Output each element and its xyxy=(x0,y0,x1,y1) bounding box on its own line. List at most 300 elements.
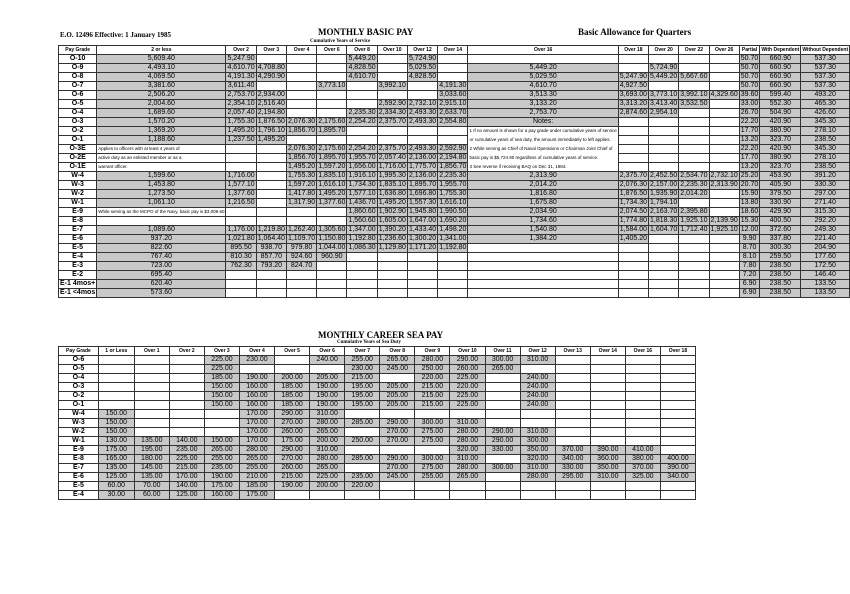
pay-cell xyxy=(407,289,437,298)
pay-cell: 265.00 xyxy=(204,446,239,455)
pay-cell: 1,577.10 xyxy=(348,190,376,197)
pay-cell xyxy=(438,64,468,73)
table-row xyxy=(59,226,850,235)
pay-cell xyxy=(347,253,377,262)
pay-cell xyxy=(485,455,520,464)
pay-cell: 1,064.40 xyxy=(257,235,285,242)
pay-cell: 1,794.10 xyxy=(650,199,678,206)
pay-cell: 5,029.50 xyxy=(408,64,437,71)
pay-cell xyxy=(415,410,450,419)
pay-cell xyxy=(590,428,625,437)
pay-cell xyxy=(660,410,695,419)
pay-cell: 1,086.30 xyxy=(348,244,376,251)
pay-cell: 1,417.80 xyxy=(287,190,316,197)
pay-cell: 270.00 xyxy=(380,464,415,473)
pay-cell xyxy=(377,91,407,100)
pay-cell: 1,945.80 xyxy=(408,208,437,215)
pay-cell xyxy=(286,82,316,91)
pay-cell: 340.00 xyxy=(660,473,695,482)
pay-cell: 146.40 xyxy=(801,271,850,280)
pay-cell: 2,506.20 xyxy=(97,91,226,100)
pay-cell: 3,532.50 xyxy=(680,100,708,107)
pay-cell xyxy=(679,154,709,163)
pay-cell: 278.10 xyxy=(801,127,850,136)
pay-cell: 2,175.60 xyxy=(318,145,346,152)
pay-cell xyxy=(275,365,310,374)
pay-cell: 822.60 xyxy=(97,244,226,253)
footnote: 3 See reverse if receiving BAQ on Dec 31, 1984. xyxy=(468,163,618,172)
pay-cell: 235.00 xyxy=(169,446,204,455)
pay-cell: 175.00 xyxy=(239,491,274,500)
pay-cell: 300.00 xyxy=(520,437,555,446)
pay-cell xyxy=(520,410,555,419)
table-row xyxy=(59,127,850,136)
pay-cell xyxy=(520,419,555,428)
pay-cell: 1,835.10 xyxy=(378,181,406,188)
pay-cell: 6.90 xyxy=(739,289,760,298)
pay-cell: 275.00 xyxy=(415,437,450,446)
pay-cell xyxy=(345,446,380,455)
pay-cell: 1,876.50 xyxy=(257,118,285,125)
career-col-header: Over 14 xyxy=(590,347,625,356)
pay-cell xyxy=(625,491,660,500)
pay-cell xyxy=(438,262,468,271)
pay-cell xyxy=(169,410,204,419)
pay-cell xyxy=(134,401,169,410)
basic-col-header: Over 6 xyxy=(317,46,347,55)
pay-cell: 345.30 xyxy=(801,118,850,127)
pay-cell: 660.90 xyxy=(760,64,801,73)
pay-cell xyxy=(347,271,377,280)
pay-cell xyxy=(415,491,450,500)
pay-cell: 1,616.10 xyxy=(318,181,346,188)
pay-cell: 240.00 xyxy=(520,401,555,410)
pay-cell: 4,828.50 xyxy=(408,73,437,80)
pay-cell: 255.00 xyxy=(204,455,239,464)
pay-cell xyxy=(317,280,347,289)
pay-grade-cell: O-5 xyxy=(59,365,99,374)
pay-cell xyxy=(649,289,679,298)
pay-cell xyxy=(709,253,739,262)
pay-cell: 4,708.80 xyxy=(257,64,285,71)
pay-cell: 310.00 xyxy=(520,464,555,473)
basic-pay-title: MONTHLY BASIC PAY xyxy=(318,27,414,37)
pay-cell xyxy=(407,136,437,145)
pay-cell xyxy=(407,262,437,271)
pay-cell xyxy=(169,401,204,410)
pay-cell: 190.00 xyxy=(310,383,345,392)
pay-cell xyxy=(625,428,660,437)
pay-cell: 2,175.60 xyxy=(318,118,346,125)
pay-cell: 238.50 xyxy=(760,289,801,298)
pay-cell: 195.00 xyxy=(134,446,169,455)
pay-cell: 160.00 xyxy=(204,491,239,500)
pay-cell xyxy=(679,235,709,244)
pay-cell: 177.60 xyxy=(801,253,850,262)
pay-cell xyxy=(485,374,520,383)
pay-grade-cell: E-2 xyxy=(59,271,97,280)
table-row xyxy=(59,118,850,127)
career-col-header: Over 10 xyxy=(450,347,485,356)
pay-cell: 1,377.60 xyxy=(318,199,346,206)
basic-col-header: Over 20 xyxy=(649,46,679,55)
pay-cell: 200.00 xyxy=(310,482,345,491)
pay-cell: 5,724.90 xyxy=(408,55,437,62)
pay-grade-cell: W-2 xyxy=(59,428,99,437)
pay-grade-cell: E-4 xyxy=(59,491,99,500)
pay-cell: 225.00 xyxy=(450,374,485,383)
pay-cell: 537.30 xyxy=(801,73,850,82)
pay-cell: 465.30 xyxy=(801,100,850,109)
table-row xyxy=(59,473,696,482)
career-col-header: Over 4 xyxy=(239,347,274,356)
pay-cell: 599.40 xyxy=(760,91,801,100)
pay-cell: 1,755.30 xyxy=(227,118,255,125)
pay-cell: 1,755.30 xyxy=(439,190,467,197)
pay-cell xyxy=(709,82,739,91)
pay-cell: 1,109.70 xyxy=(287,235,316,242)
pay-cell: 6.90 xyxy=(739,280,760,289)
pay-cell: Notes: xyxy=(468,118,618,127)
pay-cell: 4,069.50 xyxy=(97,73,226,82)
pay-cell xyxy=(660,374,695,383)
pay-cell: 245.00 xyxy=(380,473,415,482)
pay-cell xyxy=(709,244,739,253)
pay-cell xyxy=(679,145,709,154)
pay-cell xyxy=(485,473,520,482)
table-row xyxy=(59,271,850,280)
table-row xyxy=(59,419,696,428)
pay-cell: 1,712.40 xyxy=(680,226,708,233)
pay-cell xyxy=(169,419,204,428)
pay-cell: active duty as an enlisted member or as a xyxy=(97,154,226,163)
pay-cell xyxy=(317,91,347,100)
pay-cell: 5,449.20 xyxy=(348,55,376,62)
pay-cell: 205.00 xyxy=(380,383,415,392)
table-row xyxy=(59,464,696,473)
pay-cell: 135.00 xyxy=(98,464,134,473)
pay-cell: 3,611.40 xyxy=(227,82,255,89)
pay-cell: 280.00 xyxy=(520,473,555,482)
pay-cell: 1,675.80 xyxy=(468,199,618,208)
pay-cell: 1,995.30 xyxy=(378,172,406,179)
pay-cell xyxy=(679,271,709,280)
basic-col-header: Over 26 xyxy=(709,46,739,55)
basic-col-header: Over 2 xyxy=(226,46,256,55)
pay-cell: 2,633.70 xyxy=(439,109,467,116)
pay-cell: 215.00 xyxy=(415,383,450,392)
pay-cell: 170.00 xyxy=(239,428,274,437)
pay-cell: 240.00 xyxy=(520,374,555,383)
career-col-header: Over 13 xyxy=(555,347,590,356)
pay-cell xyxy=(347,289,377,298)
pay-cell: 337.80 xyxy=(760,235,801,244)
pay-cell: 2,732.10 xyxy=(408,100,437,107)
pay-cell: 205.00 xyxy=(380,392,415,401)
pay-cell xyxy=(169,356,204,365)
pay-cell xyxy=(345,410,380,419)
pay-cell: 2,375.70 xyxy=(378,118,406,125)
pay-cell: 1,636.80 xyxy=(378,190,406,197)
pay-grade-cell: W-1 xyxy=(59,437,99,446)
pay-cell: 265.00 xyxy=(310,428,345,437)
pay-cell: 370.00 xyxy=(625,464,660,473)
pay-cell: 50.70 xyxy=(740,55,759,62)
pay-cell: 310.00 xyxy=(520,356,555,365)
pay-cell: 13.20 xyxy=(740,163,759,170)
table-row xyxy=(59,482,696,491)
pay-cell: 1,902.90 xyxy=(378,208,406,215)
pay-cell: 2,157.00 xyxy=(650,181,678,188)
pay-grade-cell: O-5 xyxy=(59,100,97,109)
pay-cell xyxy=(679,118,709,127)
pay-cell xyxy=(204,410,239,419)
pay-cell xyxy=(660,401,695,410)
pay-cell: 60.00 xyxy=(98,482,134,491)
pay-cell xyxy=(709,208,739,217)
pay-cell: 1,384.20 xyxy=(468,235,618,244)
pay-cell xyxy=(618,262,648,271)
pay-cell: 1,300.20 xyxy=(408,235,437,242)
pay-cell: 265.00 xyxy=(239,455,274,464)
pay-grade-cell: O-4 xyxy=(59,109,97,118)
pay-cell: 195.00 xyxy=(345,392,380,401)
pay-cell xyxy=(709,73,739,82)
pay-cell: 420.90 xyxy=(760,118,801,127)
pay-cell xyxy=(709,118,739,127)
pay-cell: 235.00 xyxy=(345,473,380,482)
pay-cell: 259.50 xyxy=(760,253,801,262)
pay-cell: 380.00 xyxy=(625,455,660,464)
career-col-header: Over 18 xyxy=(660,347,695,356)
pay-cell: 185.00 xyxy=(275,392,310,401)
pay-cell xyxy=(625,437,660,446)
pay-cell: 185.00 xyxy=(275,383,310,392)
pay-cell xyxy=(649,154,679,163)
pay-cell: 200.00 xyxy=(310,437,345,446)
footnote: basic pay is $5,724.90 regardless of cumulative years of service. xyxy=(468,154,618,163)
pay-cell xyxy=(407,91,437,100)
pay-grade-cell: O-3 xyxy=(59,383,99,392)
pay-cell: 133.50 xyxy=(801,280,850,289)
pay-cell: 2,076.30 xyxy=(287,145,316,152)
pay-cell xyxy=(660,428,695,437)
pay-cell: 280.00 xyxy=(239,446,274,455)
pay-grade-cell: O-2E xyxy=(59,154,97,163)
pay-cell xyxy=(625,392,660,401)
pay-cell: 938.70 xyxy=(256,244,286,253)
basic-pay-body xyxy=(59,55,850,298)
pay-cell xyxy=(345,491,380,500)
pay-cell xyxy=(256,172,286,181)
pay-cell xyxy=(679,262,709,271)
pay-cell: 5,449.20 xyxy=(468,64,618,73)
career-col-header: Over 6 xyxy=(310,347,345,356)
pay-cell xyxy=(520,365,555,374)
pay-cell: 960.90 xyxy=(317,253,347,262)
pay-cell: 5,609.40 xyxy=(97,55,226,64)
pay-cell xyxy=(226,280,256,289)
pay-cell xyxy=(256,154,286,163)
pay-cell: 1,916.10 xyxy=(348,172,376,179)
pay-cell: 240.00 xyxy=(520,383,555,392)
pay-cell: 323.70 xyxy=(760,163,801,172)
career-sea-pay-header-row xyxy=(59,347,696,356)
pay-cell xyxy=(649,253,679,262)
pay-cell: 2,874.60 xyxy=(619,109,648,116)
career-col-header: Over 16 xyxy=(625,347,660,356)
pay-cell: 330.30 xyxy=(801,181,850,190)
pay-cell xyxy=(618,154,648,163)
pay-cell: 2,139.90 xyxy=(710,217,738,224)
pay-cell xyxy=(679,64,709,73)
pay-cell: 1,860.60 xyxy=(348,208,376,215)
pay-grade-cell: E-7 xyxy=(59,464,99,473)
pay-cell xyxy=(468,280,618,289)
footnote: or cumulative years of sea duty, the amount immediately to left applies. xyxy=(468,136,618,145)
pay-cell xyxy=(618,136,648,145)
career-col-header: 1 or Less xyxy=(98,347,134,356)
basic-col-header: Over 10 xyxy=(377,46,407,55)
table-row xyxy=(59,100,850,109)
pay-cell: 2,493.30 xyxy=(408,145,437,152)
pay-cell: 17.70 xyxy=(740,154,759,161)
pay-cell: 390.00 xyxy=(660,464,695,473)
pay-cell: 1,895.70 xyxy=(408,181,437,188)
basic-col-header: Over 16 xyxy=(468,46,618,55)
pay-cell: 2,934.00 xyxy=(257,91,285,98)
pay-cell: 30.00 xyxy=(98,491,134,500)
pay-cell xyxy=(450,491,485,500)
basic-col-header: Over 8 xyxy=(347,46,377,55)
pay-cell xyxy=(256,271,286,280)
pay-cell xyxy=(134,428,169,437)
pay-cell: 265.00 xyxy=(485,365,520,374)
pay-cell xyxy=(286,136,316,145)
basic-col-header: Over 3 xyxy=(256,46,286,55)
pay-cell: 2,074.50 xyxy=(619,208,648,215)
pay-cell xyxy=(317,73,347,82)
pay-cell: 1,560.60 xyxy=(348,217,376,224)
pay-cell xyxy=(98,356,134,365)
pay-cell xyxy=(169,383,204,392)
pay-cell: 1,192.80 xyxy=(348,235,376,242)
table-row xyxy=(59,262,850,271)
pay-cell: 215.00 xyxy=(169,464,204,473)
pay-cell: 1,273.50 xyxy=(97,190,226,199)
pay-cell xyxy=(256,199,286,208)
pay-cell: 39.60 xyxy=(740,91,759,98)
pay-cell xyxy=(438,253,468,262)
pay-cell xyxy=(660,491,695,500)
pay-cell: 660.90 xyxy=(760,55,801,64)
pay-cell: 453.90 xyxy=(760,172,801,181)
pay-cell: 290.00 xyxy=(485,428,520,437)
pay-cell xyxy=(256,145,286,154)
pay-cell: 185.00 xyxy=(204,374,239,383)
pay-cell: 290.00 xyxy=(380,455,415,464)
pay-cell: 280.00 xyxy=(450,464,485,473)
pay-cell: 271.40 xyxy=(801,199,850,208)
pay-cell xyxy=(450,482,485,491)
pay-cell: 2,354.10 xyxy=(227,100,255,107)
pay-cell: 280.00 xyxy=(450,437,485,446)
pay-cell: 4,828.50 xyxy=(348,64,376,71)
pay-cell: 3,992.10 xyxy=(378,82,406,89)
pay-cell: 150.00 xyxy=(204,392,239,401)
pay-cell xyxy=(618,271,648,280)
pay-cell: 400.00 xyxy=(660,455,695,464)
pay-cell xyxy=(98,374,134,383)
pay-cell xyxy=(377,262,407,271)
pay-cell: 537.30 xyxy=(801,82,850,91)
pay-cell: 1,734.30 xyxy=(348,181,376,188)
pay-cell xyxy=(590,437,625,446)
pay-cell xyxy=(438,271,468,280)
pay-cell: 1,262.40 xyxy=(287,226,316,233)
pay-cell: 3,513.30 xyxy=(468,91,618,100)
pay-cell xyxy=(468,55,618,64)
pay-cell xyxy=(660,383,695,392)
pay-cell: 260.00 xyxy=(450,365,485,374)
pay-cell: 2,235.30 xyxy=(439,172,467,179)
pay-cell: 1,955.70 xyxy=(348,154,376,161)
pay-cell: 2,592.90 xyxy=(439,145,467,152)
pay-cell: 1,495.20 xyxy=(227,127,255,134)
pay-cell: 4,191.30 xyxy=(439,82,467,89)
pay-cell: Applies to officers with at least 4 years of xyxy=(97,145,226,154)
table-row xyxy=(59,289,850,298)
pay-cell xyxy=(625,401,660,410)
pay-grade-cell: W-3 xyxy=(59,419,99,428)
pay-cell: 249.30 xyxy=(801,226,850,235)
pay-cell xyxy=(256,181,286,190)
pay-cell: 1,236.60 xyxy=(378,235,406,242)
pay-grade-cell: E-9 xyxy=(59,446,99,455)
pay-cell: 5,724.90 xyxy=(650,64,678,71)
pay-cell: 824.70 xyxy=(286,262,316,271)
pay-cell xyxy=(618,127,648,136)
pay-cell: 379.50 xyxy=(760,190,801,199)
pay-cell: 2,034.90 xyxy=(468,208,618,217)
pay-cell xyxy=(590,383,625,392)
pay-cell: 225.00 xyxy=(450,401,485,410)
pay-cell: 1,369.20 xyxy=(97,127,226,136)
pay-cell xyxy=(317,289,347,298)
pay-cell: 1,599.60 xyxy=(97,172,226,181)
pay-cell xyxy=(649,235,679,244)
pay-cell: 15.90 xyxy=(740,190,759,197)
pay-cell: 310.00 xyxy=(310,446,345,455)
pay-cell: 380.90 xyxy=(760,154,801,163)
pay-cell: 172.50 xyxy=(801,262,850,271)
pay-cell: 275.00 xyxy=(415,464,450,473)
pay-cell: 310.00 xyxy=(450,455,485,464)
pay-cell: 292.20 xyxy=(801,217,850,226)
pay-cell: 310.00 xyxy=(520,428,555,437)
pay-cell xyxy=(134,374,169,383)
pay-cell: 1,577.10 xyxy=(227,181,255,188)
pay-cell: 3,992.10 xyxy=(680,91,708,98)
pay-cell xyxy=(438,280,468,289)
pay-cell: 2,732.10 xyxy=(710,172,738,179)
pay-cell xyxy=(380,491,415,500)
pay-cell: 204.90 xyxy=(801,244,850,253)
table-row xyxy=(59,64,850,73)
pay-cell xyxy=(317,109,347,118)
pay-grade-cell: O-6 xyxy=(59,91,97,100)
pay-cell: 150.00 xyxy=(204,401,239,410)
